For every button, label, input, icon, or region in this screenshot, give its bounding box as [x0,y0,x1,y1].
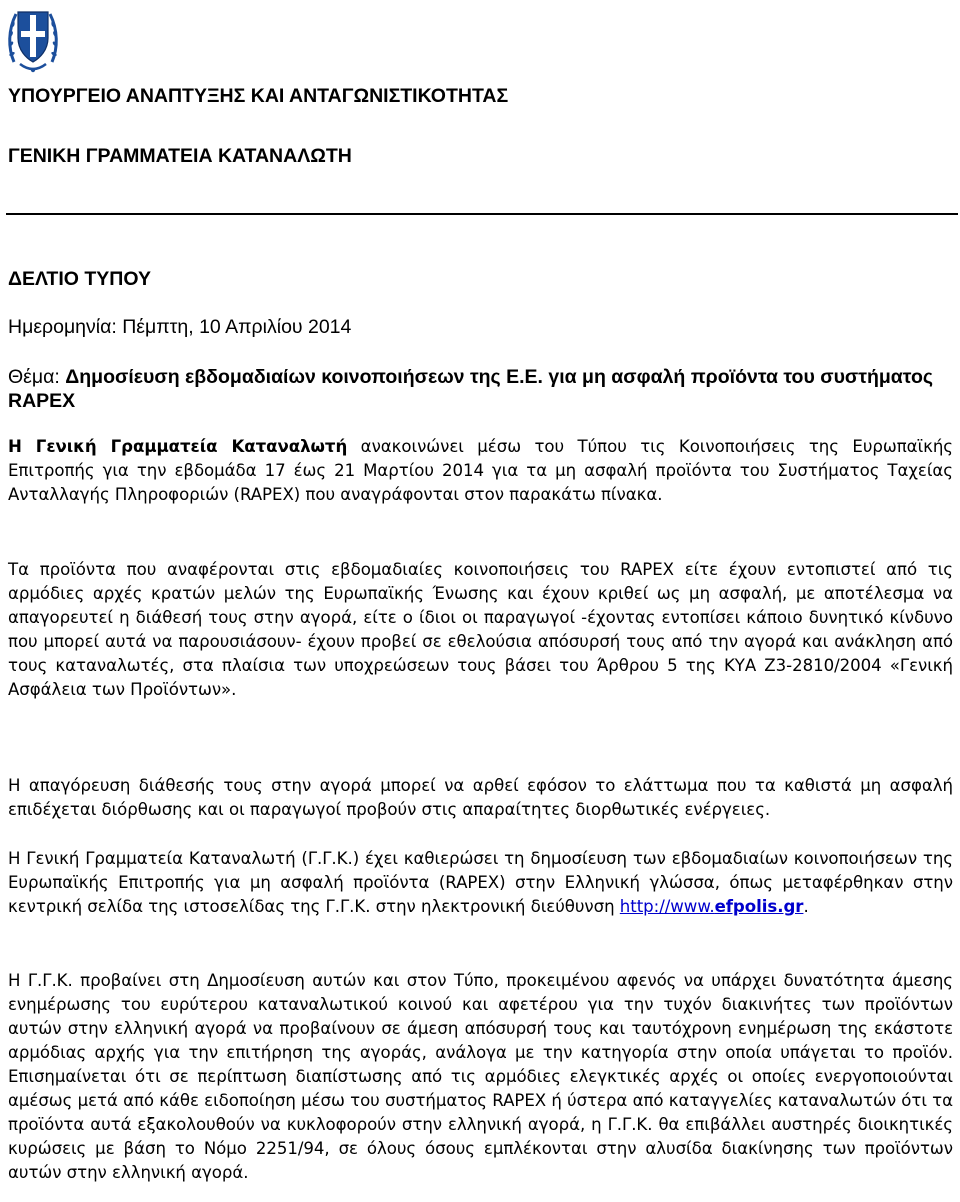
header-divider [6,213,958,215]
efpolis-link-prefix: http://www. [619,897,715,916]
paragraph-products: Τα προϊόντα που αναφέρονται στις εβδομαδιαίες κοινοποιήσεις του RAPEX είτε έχουν εντοπιστεί από τις αρμόδιες αρχές κρατών μελών της Ευρωπαϊκής Ένωσης και έχουν κριθεί ως μη ασφαλή, με αποτέλεσμα να απαγορευτεί η διάθεσή τους στην αγορά, είτε ο ίδιοι οι παραγωγοί -έχοντας εντοπίσει κάποιο δυνητικό κίνδυνο που μπορεί αυτά να παρουσιάσουν- έχουν προβεί σε εθελούσια απόσυρσή τους από την αγορά και ανάκληση από τους καταναλωτές, στα πλαίσια των υποχρεώσεων τους βάσει του Άρθρου 5 της ΚΥΑ Ζ3-2810/2004 «Γενική Ασφάλεια των Προϊόντων». [8,560,953,699]
paragraph-ban-lift: Η απαγόρευση διάθεσής τους στην αγορά μπορεί να αρθεί εφόσον το ελάττωμα που τα καθιστά μη ασφαλή επιδέχεται διόρθωσης και οι παραγωγοί προβούν στις απαραίτητες διορθωτικές ενέργειες. [8,776,953,819]
subject-prefix: Θέμα: [8,366,66,388]
efpolis-link[interactable] [620,897,804,916]
ministry-name: ΥΠΟΥΡΓΕΙΟ ΑΝΑΠΤΥΞΗΣ ΚΑΙ ΑΝΤΑΓΩΝΙΣΤΙΚΟΤΗΤΑΣ [8,85,509,107]
paragraph-announcement-text: ανακοινώνει μέσω του Τύπου τις Κοινοποιήσεις της Ευρωπαϊκής Επιτροπής για την εβδομάδα 17 έως 21 Μαρτίου 2014 για τα μη ασφαλή προϊόντα του Συστήματος Ταχείας Ανταλλαγής Πληροφοριών (RAPEX) που αναγράφονται στον παρακάτω πίνακα. [8,437,953,504]
paragraph-announcement-lead: Η Γενική Γραμματεία Καταναλωτή [8,437,348,456]
paragraph-announcement [8,435,953,507]
press-release-label: ΔΕΛΤΙΟ ΤΥΠΟΥ [8,268,151,290]
release-date: Ημερομηνία: Πέμπτη, 10 Απριλίου 2014 [8,316,352,338]
subject-line [8,365,948,413]
paragraph-publication-text: Η Γενική Γραμματεία Καταναλωτή (Γ.Γ.Κ.) έχει καθιερώσει τη δημοσίευση των εβδομαδιαίων κοινοποιήσεων της Ευρωπαϊκής Επιτροπής για μη ασφαλή προϊόντα (RAPEX) στην Ελληνική γλώσσα, όπως μεταφέρθηκαν στην κεντρική σελίδα της ιστοσελίδας της Γ.Γ.Κ. στην ηλεκτρονική διεύθυνση [8,849,953,916]
secretariat-name: ΓΕΝΙΚΗ ΓΡΑΜΜΑΤΕΙΑ ΚΑΤΑΝΑΛΩΤΗ [8,145,352,167]
efpolis-link-domain: efpolis.gr [714,897,804,916]
paragraph-publication-end: . [803,897,809,916]
subject-title: Δημοσίευση εβδομαδιαίων κοινοποιήσεων της Ε.Ε. για μη ασφαλή προϊόντα του συστήματος RAPEX [8,366,933,412]
paragraph-enforcement: Η Γ.Γ.Κ. προβαίνει στη Δημοσίευση αυτών και στον Τύπο, προκειμένου αφενός να υπάρχει δυνατότητα άμεσης ενημέρωσης του ευρύτερου καταναλωτικού κοινού και αφετέρου για την τυχόν διακινήτες των προϊόντων αυτών στην ελληνική αγορά να προβαίνουν σε άμεση απόσυρσή τους και ταυτόχρονη ενημέρωση της εκάστοτε αρμόδιας αρχής για την επιτήρηση της αγοράς, ανάλογα με την κατηγορία στην οποία υπάγεται το προϊόν. Επισημαίνεται ότι σε περίπτωση διαπίστωσης από τις αρμόδιες ελεγκτικές αρχές οι οποίες ενεργοποιούνται αμέσως μετά από κάθε ειδοποίηση μέσω του συστήματος RAPEX ή ύστερα από καταγγελίες καταναλωτών ότι τα προϊόντα αυτά εξακολουθούν να κυκλοφορούν στην ελληνική αγορά, η Γ.Γ.Κ. θα επιβάλλει αυστηρές διοικητικές κυρώσεις με βάση το Νόμο 2251/94, σε όλους όσους εμπλέκονται στην αλυσίδα διακίνησης των προϊόντων αυτών στην ελληνική αγορά. [8,971,953,1182]
greek-coat-of-arms-icon [6,4,60,78]
paragraph-publication [8,847,953,919]
